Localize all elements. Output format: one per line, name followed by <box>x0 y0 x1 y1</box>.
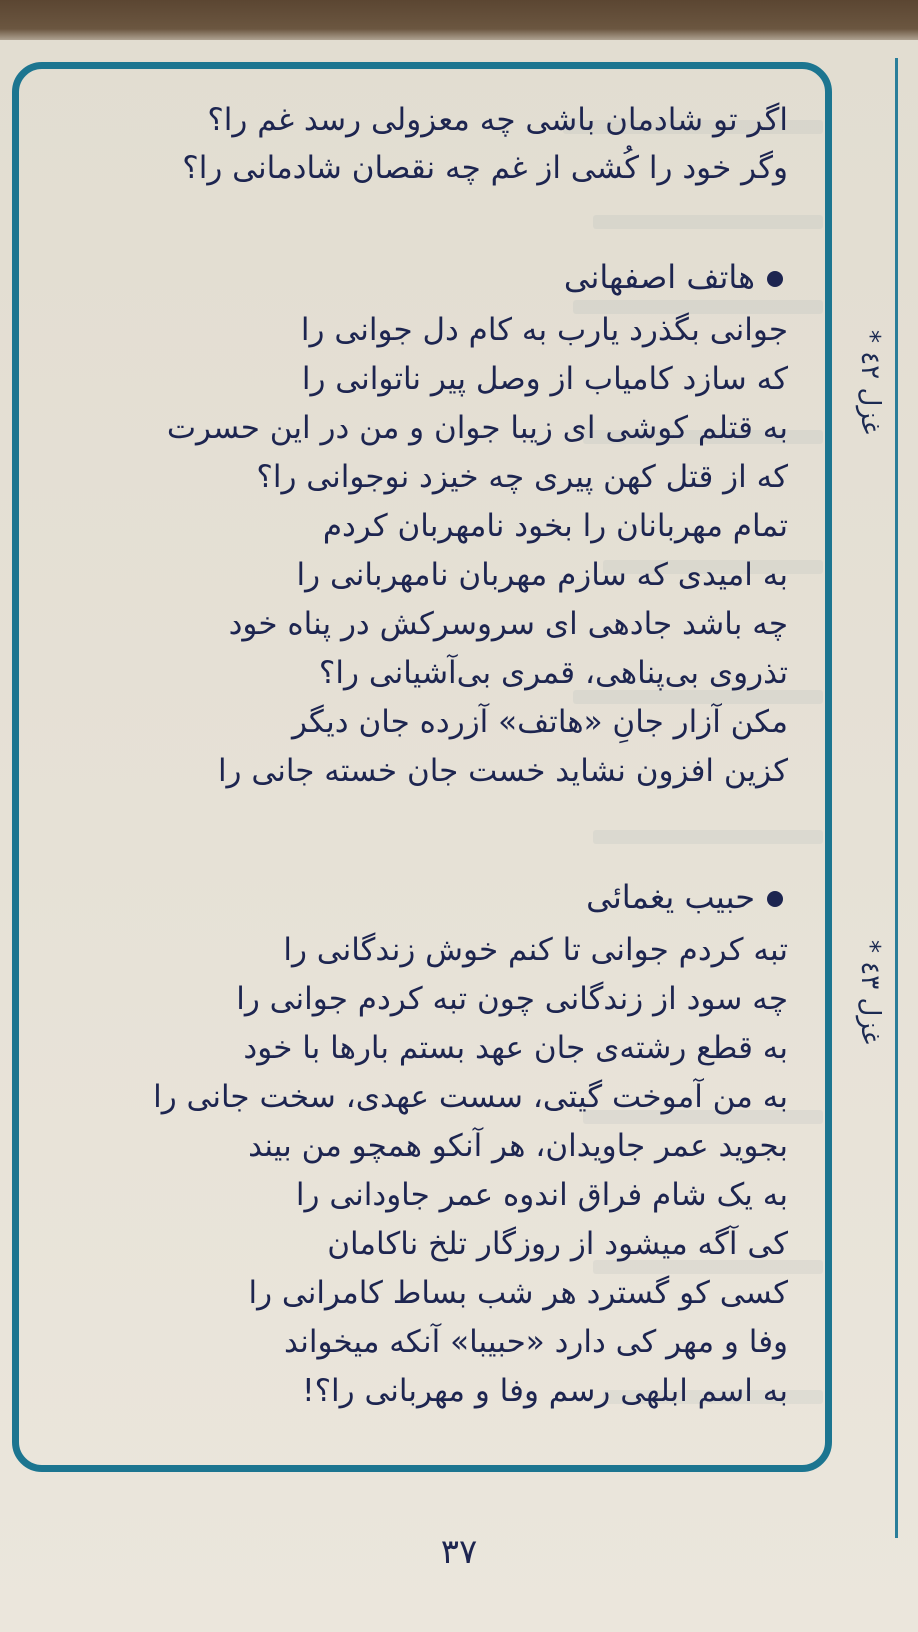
verse-line: کزین افزون نشاید خست جان خسته جانی را <box>217 753 788 789</box>
verse-line: که سازد کامیاب از وصل پیر ناتوانی را <box>301 361 788 397</box>
verse-line: تمام مهربانان را بخود نامهربان کردم <box>322 508 788 544</box>
verse-line: وفا و مهر کی دارد «حبیبا» آنکه میخواند <box>283 1324 788 1360</box>
poet-heading <box>586 878 783 916</box>
verse-line: به اسم ابلهی رسم وفا و مهربانی را؟! <box>302 1373 788 1409</box>
poet-name: هاتف اصفهانی <box>563 258 755 296</box>
ghazal-number-label: * غزل ٤٢ <box>855 330 885 435</box>
bullet-icon <box>767 271 783 287</box>
ghazal-43 <box>153 928 788 1413</box>
verse-line: جوانی بگذرد یارب به کام دل جوانی را <box>300 312 788 348</box>
verse-line: به قطع رشته‌ی جان عهد بستم بارها با خود <box>243 1030 788 1066</box>
verse-line: وگر خود را کُشی از غم چه نقصان شادمانی را؟ <box>182 150 788 186</box>
verse-line: به یک شام فراق اندوه عمر جاودانی را <box>295 1177 788 1213</box>
margin-rule <box>895 58 898 1538</box>
verse-line: کی آگه میشود از روزگار تلخ ناکامان <box>327 1226 788 1262</box>
ghazal-42 <box>167 308 788 793</box>
verse-line: تذروی بی‌پناهی، قمری بی‌آشیانی را؟ <box>318 655 788 691</box>
page-number: ٣٧ <box>440 1532 478 1572</box>
verse-line: اگر تو شادمان باشی چه معزولی رسد غم را؟ <box>207 102 788 138</box>
verse-line: به قتلم کوشی ای زیبا جوان و من در این حسرت <box>166 410 788 446</box>
verse-line: کسی کو گسترد هر شب بساط کامرانی را <box>248 1275 788 1311</box>
intro-verse <box>182 98 788 190</box>
verse-line: بجوید عمر جاویدان، هر آنکو همچو من بیند <box>248 1128 788 1164</box>
verse-line: به من آموخت گیتی، سست عهدی، سخت جانی را <box>153 1079 788 1115</box>
verse-line: به امیدی که سازم مهربان نامهربانی را <box>296 557 788 593</box>
poet-heading <box>564 258 783 296</box>
ghazal-number-label: * غزل ٤٣ <box>855 940 885 1045</box>
poet-name: حبیب یغمائی <box>586 878 755 916</box>
verse-line: تبه کردم جوانی تا کنم خوش زندگانی را <box>283 932 788 968</box>
verse-line: مکن آزار جانِ «هاتف» آزرده جان دیگر <box>291 704 788 740</box>
verse-line: که از قتل کهن پیری چه خیزد نوجوانی را؟ <box>256 459 788 495</box>
verse-line: چه سود از زندگانی چون تبه کردم جوانی را <box>236 981 788 1017</box>
bullet-icon <box>767 891 783 907</box>
verse-line: چه باشد جادهی ای سروسرکش در پناه خود <box>228 606 788 642</box>
